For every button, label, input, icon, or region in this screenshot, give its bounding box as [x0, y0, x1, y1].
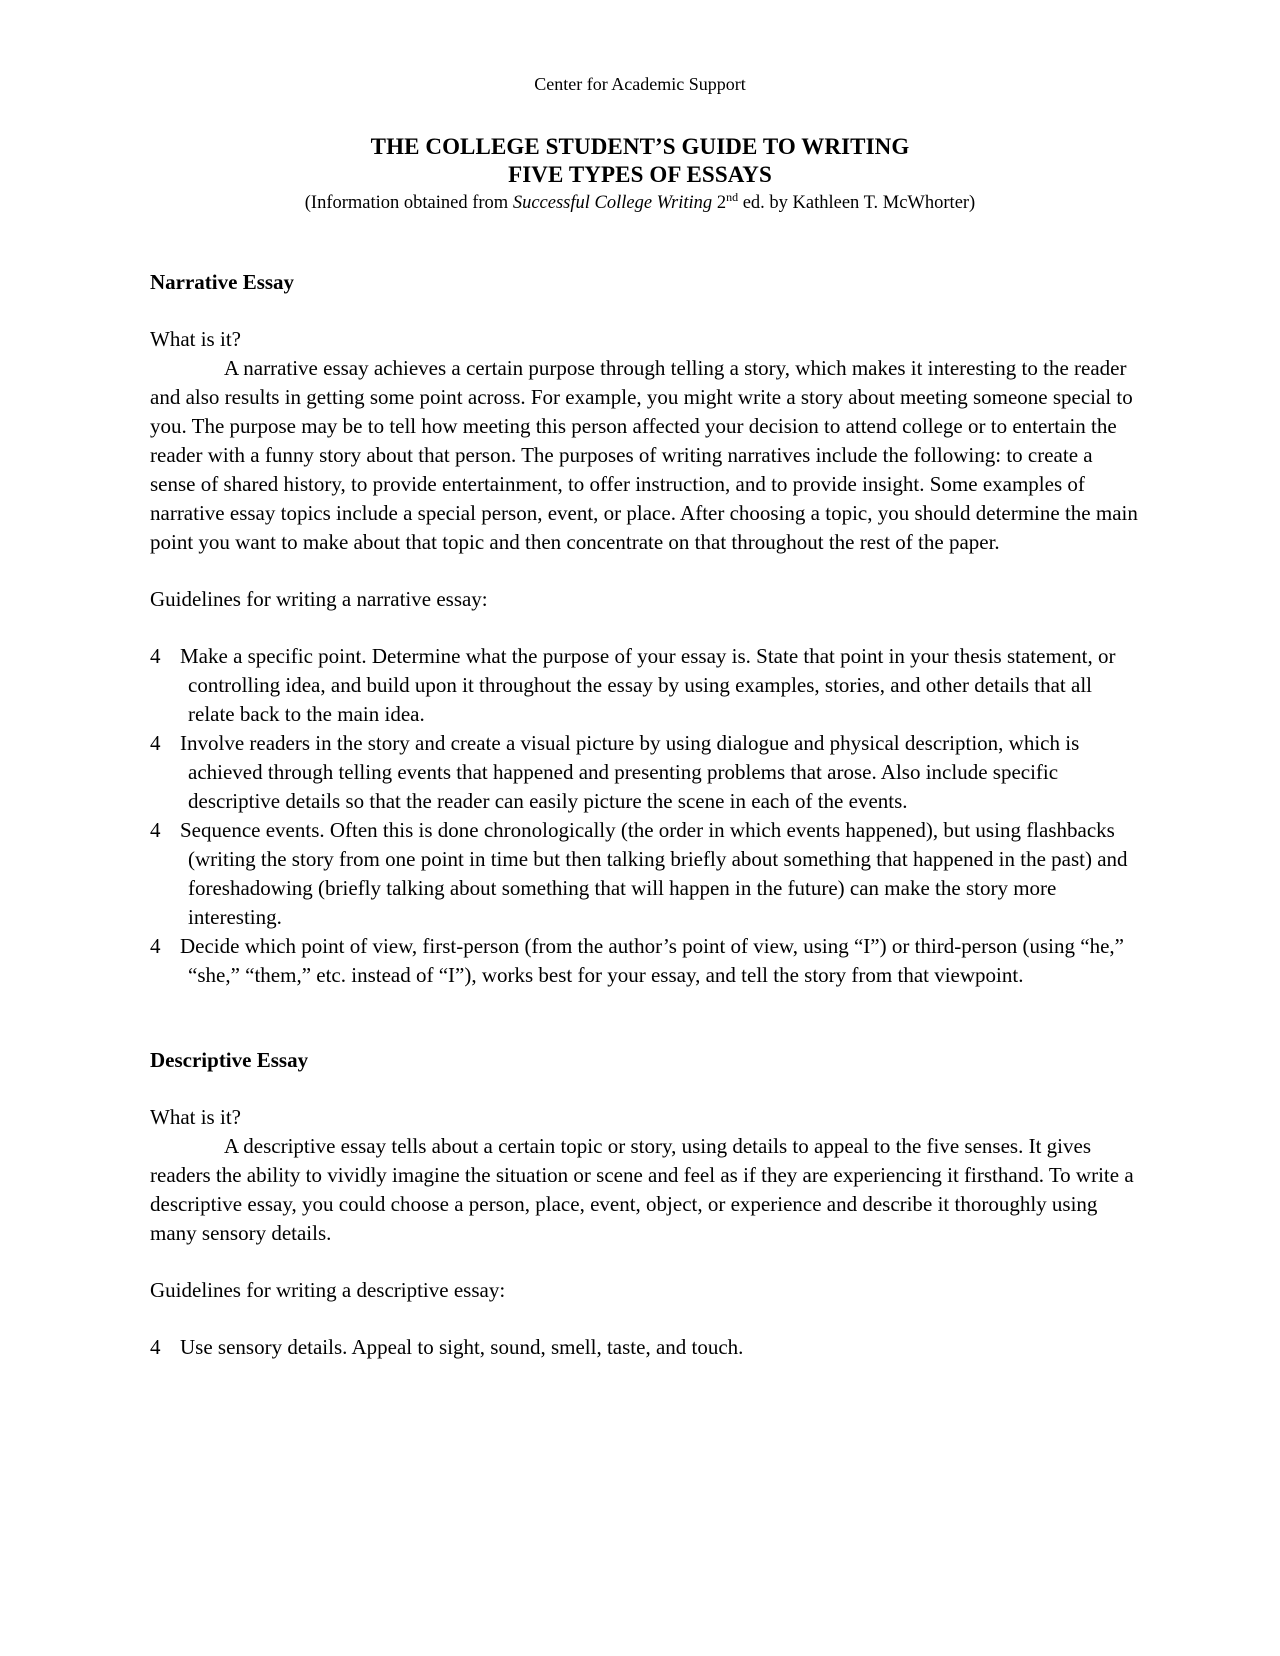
- org-name: Center for Academic Support: [534, 74, 746, 94]
- guideline-text: Involve readers in the story and create a visual picture by using dialogue and physical description, which is achieved through telling events that happened and presenting problems that arose. Also include specific descriptive details so that the reader can easily picture the scene in each of the events.: [180, 731, 1080, 813]
- bullet-marker: 4: [150, 731, 161, 755]
- document-body: [150, 268, 1140, 1362]
- source-edition-suffix: nd: [726, 189, 739, 204]
- source-edition-number: 2: [712, 193, 727, 213]
- guideline-text: Make a specific point. Determine what the purpose of your essay is. State that point in your thesis statement, or controlling idea, and build upon it throughout the essay by using examples, stories, and other details that all relate back to the main idea.: [180, 644, 1116, 726]
- descriptive-guidelines-title: Guidelines for writing a descriptive essay:: [150, 1278, 506, 1302]
- narrative-guidelines-title: Guidelines for writing a narrative essay:: [150, 587, 488, 611]
- list-item: [150, 729, 1140, 816]
- list-item: [150, 642, 1140, 729]
- guideline-text: Decide which point of view, first-person (from the author’s point of view, using “I”) or third-person (using “he,” “she,” “them,” etc. instead of “I”), works best for your essay, and tell the story from that viewpoint.: [180, 934, 1124, 987]
- document-title-line2: FIVE TYPES OF ESSAYS: [508, 162, 772, 187]
- narrative-heading: Narrative Essay: [150, 270, 295, 294]
- bullet-marker: 4: [150, 934, 161, 958]
- list-item: [150, 816, 1140, 932]
- source-author: ed. by Kathleen T. McWhorter): [738, 193, 976, 213]
- guideline-text: Use sensory details. Appeal to sight, sound, smell, taste, and touch.: [180, 1335, 744, 1359]
- bullet-marker: 4: [150, 1335, 161, 1359]
- list-item: [150, 932, 1140, 990]
- narrative-guidelines-list: [150, 642, 1140, 990]
- descriptive-heading: Descriptive Essay: [150, 1048, 309, 1072]
- narrative-paragraph: A narrative essay achieves a certain purpose through telling a story, which makes it interesting to the reader and also results in getting some point across. For example, you might write a story about meeting someone special to you. The purpose may be to tell how meeting this person affected your decision to attend college or to entertain the reader with a funny story about that person. The purposes of writing narratives include the following: to create a sense of shared history, to provide entertainment, to offer instruction, and to provide insight. Some examples of narrative essay topics include a special person, event, or place. After choosing a topic, you should determine the main point you want to make about that topic and then concentrate on that throughout the rest of the paper.: [150, 356, 1138, 554]
- source-citation: [0, 189, 1280, 214]
- descriptive-paragraph: A descriptive essay tells about a certain topic or story, using details to appeal to the five senses. It gives readers the ability to vividly imagine the situation or scene and feel as if they are experiencing it firsthand. To write a descriptive essay, you could choose a person, place, event, object, or experience and describe it thoroughly using many sensory details.: [150, 1134, 1134, 1245]
- bullet-marker: 4: [150, 644, 161, 668]
- source-book-title: Successful College Writing: [512, 193, 713, 213]
- narrative-what-is-it: What is it?: [150, 327, 241, 351]
- descriptive-what-is-it: What is it?: [150, 1105, 241, 1129]
- descriptive-guidelines-list: [150, 1333, 1140, 1362]
- guideline-text: Sequence events. Often this is done chronologically (the order in which events happened), but using flashbacks (writing the story from one point in time but then talking briefly about something that happened in the past) and foreshadowing (briefly talking about something that will happen in the future) can make the story more interesting.: [180, 818, 1128, 929]
- source-prefix: (Information obtained from: [304, 193, 513, 213]
- list-item: [150, 1333, 1140, 1362]
- bullet-marker: 4: [150, 818, 161, 842]
- document-title-line1: THE COLLEGE STUDENT’S GUIDE TO WRITING: [370, 134, 910, 159]
